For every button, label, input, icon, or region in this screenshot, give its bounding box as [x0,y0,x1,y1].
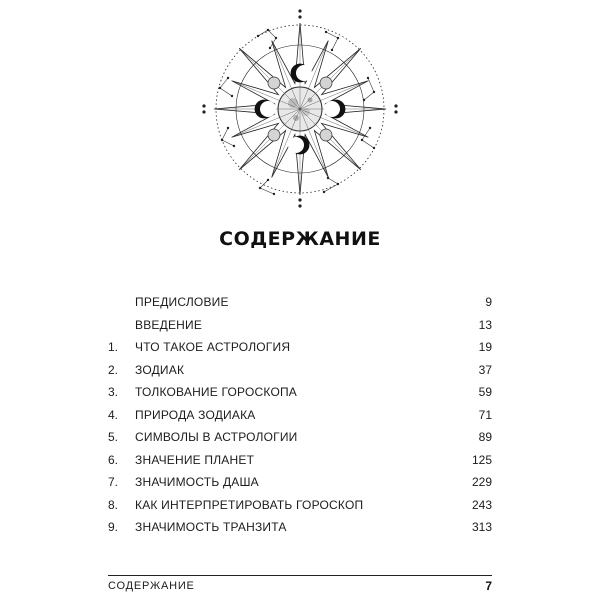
toc-entry-label: ПРЕДИСЛОВИЕ [135,295,229,309]
toc-entry-label: КАК ИНТЕРПРЕТИРОВАТЬ ГОРОСКОП [135,497,364,512]
toc-entry-page: 243 [471,497,492,512]
toc-entry-page: 125 [471,452,492,467]
toc-entry-page: 229 [471,475,492,489]
toc-entry [108,449,492,472]
toc-entry-page: 19 [478,340,492,354]
toc-entry [108,336,492,359]
toc-entry-number: 5. [108,430,119,444]
toc-entry-number: 4. [108,407,119,422]
toc-entry-number: 1. [108,340,119,354]
toc-entry-number: 9. [108,520,119,534]
toc-entry-number: 2. [108,362,119,377]
page-number: 7 [485,579,492,593]
toc-entry-label: ПРИРОДА ЗОДИАКА [135,407,256,422]
toc-entry [108,381,492,404]
running-footer-title: СОДЕРЖАНИЕ [108,580,195,592]
toc-entry-number: 7. [108,475,119,489]
toc-entry-label: ВВЕДЕНИЕ [135,317,203,332]
toc-entry-label: ТОЛКОВАНИЕ ГОРОСКОПА [135,385,298,399]
toc-entry-label: ЗНАЧЕНИЕ ПЛАНЕТ [135,452,255,467]
toc-entry [108,314,492,337]
toc-entry [108,359,492,382]
page-title: СОДЕРЖАНИЕ [219,228,381,250]
toc-entry-label: ЗНАЧИМОСТЬ ДАША [135,475,259,489]
toc-entry-label: СИМВОЛЫ В АСТРОЛОГИИ [135,430,298,444]
toc-entry-page: 9 [485,295,492,309]
toc-entry-number: 3. [108,385,119,399]
toc-entry [108,516,492,539]
toc-entry [108,471,492,494]
toc-entry-page: 37 [478,362,492,377]
table-of-contents [108,291,492,539]
toc-entry-number: 8. [108,497,119,512]
toc-entry [108,494,492,517]
moon-phases-compass-icon [198,8,402,210]
toc-entry-label: ЗОДИАК [135,362,185,377]
toc-entry-label: ЗНАЧИМОСТЬ ТРАНЗИТА [135,520,287,534]
toc-entry-page: 89 [478,430,492,444]
toc-entry-page: 313 [471,520,492,534]
toc-entry-number: 6. [108,452,119,467]
toc-entry-page: 59 [478,385,492,399]
footer-divider [108,575,492,576]
toc-entry [108,426,492,449]
toc-entry-label: ЧТО ТАКОЕ АСТРОЛОГИЯ [135,340,291,354]
toc-entry [108,291,492,314]
toc-entry-page: 71 [478,407,492,422]
toc-entry-page: 13 [478,317,492,332]
toc-entry [108,404,492,427]
